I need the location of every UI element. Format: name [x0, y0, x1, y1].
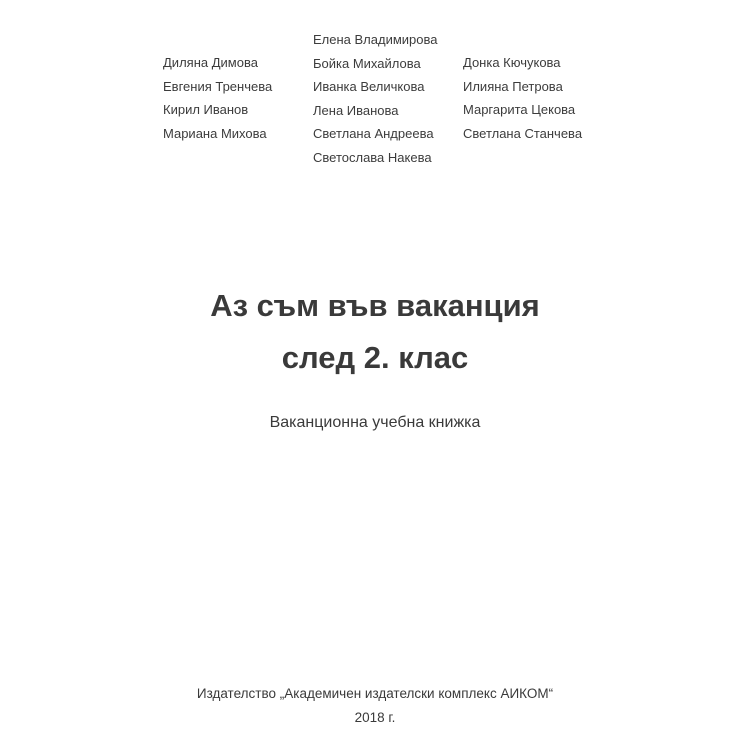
publisher-block — [0, 682, 750, 730]
author-name: Илияна Петрова — [463, 78, 563, 94]
publisher-name: Издателство „Академичен издателски комплекс АИКОМ“ — [196, 686, 554, 701]
author-name: Елена Владимирова — [313, 32, 438, 47]
authors-column-middle — [313, 28, 438, 169]
authors-column-left — [163, 51, 272, 145]
book-subtitle: Ваканционна учебна книжка — [269, 414, 481, 431]
author-name: Диляна Димова — [163, 55, 258, 70]
author-name: Иванка Величкова — [313, 79, 425, 94]
author-name: Евгения Тренчева — [163, 78, 273, 94]
author-name: Бойка Михайлова — [313, 55, 421, 71]
book-title-line-1: Аз съм във ваканция — [210, 288, 540, 323]
author-name: Донка Кючукова — [463, 55, 561, 70]
author-name: Кирил Иванов — [163, 102, 249, 117]
author-name: Светослава Накева — [313, 149, 432, 165]
publication-year: 2018 г. — [354, 710, 396, 725]
author-name: Лена Иванова — [313, 102, 399, 118]
book-title-line-2: след 2. клас — [281, 340, 469, 375]
author-name: Маргарита Цекова — [463, 102, 576, 117]
authors-block — [0, 28, 750, 168]
author-name: Мариана Михова — [163, 125, 267, 141]
author-name: Светлана Станчева — [463, 125, 583, 141]
author-name: Светлана Андреева — [313, 126, 434, 141]
authors-column-right — [463, 51, 582, 145]
book-title — [0, 280, 750, 384]
